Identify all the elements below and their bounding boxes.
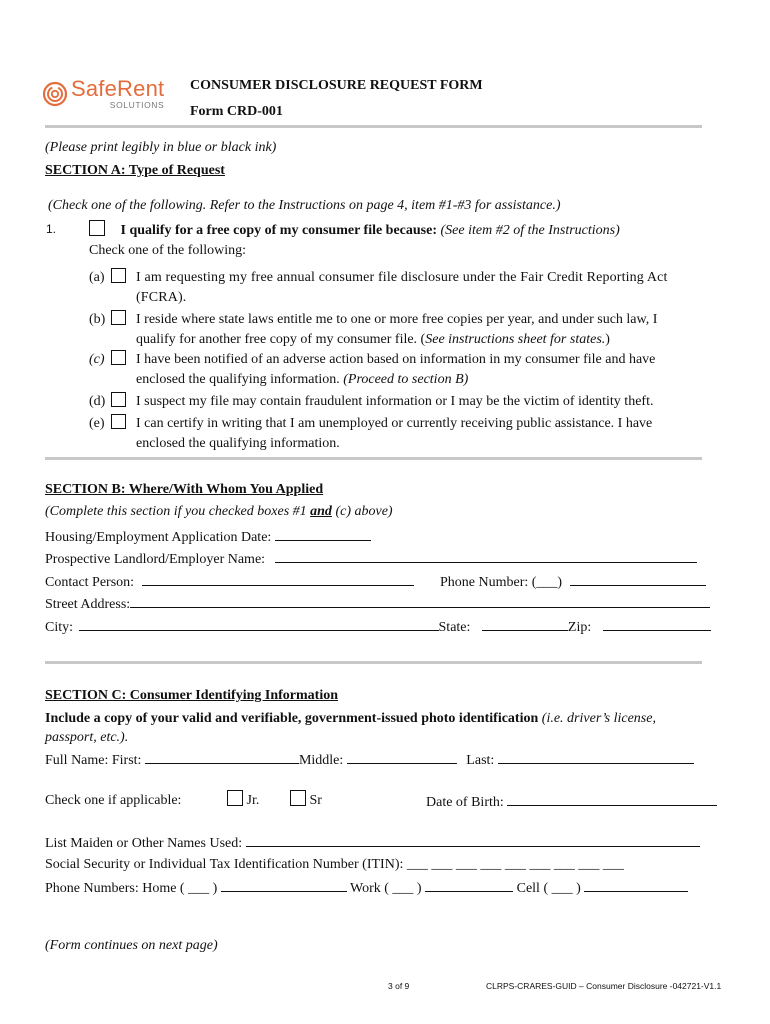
state-label: State: [438,620,471,635]
zip-label: Zip: [567,620,592,635]
home-phone-label: Phone Numbers: Home ( ___ ) [45,881,218,896]
option-e [89,414,653,451]
print-note: (Please print legibly in blue or black ink) [45,140,277,155]
first-name-label: Full Name: First: [45,753,142,768]
jr-checkbox[interactable] [227,790,243,806]
street-field[interactable] [130,595,710,608]
section-a-heading: SECTION A: Type of Request [45,163,225,178]
check-applicable-label: Check one if applicable: [45,793,182,808]
last-name-field[interactable] [498,751,694,764]
option-d-label: (d) [89,394,106,409]
dob-field[interactable] [507,793,717,806]
city-row [45,618,711,636]
option-b-text-2: qualify for another free copy of my consumer file. ( [136,332,426,347]
option-a-checkbox[interactable] [111,268,126,283]
option-b-text: I reside where state laws entitle me to one or more free copies per year, and under such law, I [136,312,658,327]
saferent-logo [42,78,164,110]
section-a-instruction: (Check one of the following. Refer to the Instructions on page 4, item #1-#3 for assistance.) [48,198,561,213]
full-name-row [45,751,694,769]
work-phone-field[interactable] [425,879,513,892]
document-id: CLRPS-CRARES-GUID – Consumer Disclosure -042721-V1.1 [486,981,722,991]
section-b-instruction [45,504,393,520]
maiden-label: List Maiden or Other Names Used: [45,836,243,851]
street-row [45,595,710,613]
option-b [89,310,658,347]
option-a-label: (a) [89,270,105,285]
phone-row [440,573,706,591]
landlord-label: Prospective Landlord/Employer Name: [45,552,266,567]
option-d [89,392,654,410]
phone-label: Phone Number: (___) [440,575,563,590]
ssn-field[interactable]: ___ ___ ___ ___ ___ ___ ___ ___ ___ [406,857,624,872]
jr-option [227,790,259,809]
application-date-label: Housing/Employment Application Date: [45,530,272,545]
option-a-text-2: (FCRA). [136,290,187,305]
phones-row [45,879,688,897]
option-d-checkbox[interactable] [111,392,126,407]
state-field[interactable] [482,618,568,631]
option-a-text: I am requesting my free annual consumer file disclosure under the Fair Credit Reporting Act [136,270,668,285]
city-field[interactable] [79,618,439,631]
home-phone-field[interactable] [221,879,347,892]
option-a [89,268,668,305]
middle-name-field[interactable] [347,751,457,764]
option-b-text-italic: See instructions sheet for states. [425,332,606,347]
option-e-text-2: enclosed the qualifying information. [136,436,340,451]
section-c-heading: SECTION C: Consumer Identifying Information [45,688,338,703]
city-label: City: [45,620,74,635]
first-name-field[interactable] [145,751,299,764]
dob-row [426,793,717,811]
id-instruction: Include a copy of your valid and verifiable, government-issued photo identification [45,711,539,726]
form-title: CONSUMER DISCLOSURE REQUEST FORM [190,78,483,93]
section-b-heading: SECTION B: Where/With Whom You Applied [45,482,324,497]
option-b-label: (b) [89,312,106,327]
jr-label: Jr. [246,793,260,808]
form-number: Form CRD-001 [190,104,283,119]
divider [45,457,702,460]
divider [45,125,702,128]
sr-label: Sr [309,793,322,808]
contact-row [45,573,414,591]
sr-checkbox[interactable] [290,790,306,806]
section-b-instruction-text: (Complete this section if you checked boxes #1 [45,504,311,519]
option-b-checkbox[interactable] [111,310,126,325]
dob-label: Date of Birth: [426,795,504,810]
page-number: 3 of 9 [388,981,410,991]
cell-phone-field[interactable] [584,879,688,892]
sr-option [290,790,322,809]
ssn-row [45,857,624,873]
landlord-field[interactable] [275,550,697,563]
phone-field[interactable] [570,573,706,586]
application-date-field[interactable] [275,528,371,541]
ssn-label: Social Security or Individual Tax Identification Number (ITIN): [45,857,404,872]
item-number: 1. [46,222,57,236]
option-e-checkbox[interactable] [111,414,126,429]
qualify-checkbox[interactable] [89,220,105,236]
option-c-text-italic: (Proceed to section B) [343,372,469,387]
option-e-text: I can certify in writing that I am unemployed or currently receiving public assistance. I have [136,416,653,431]
divider [45,661,702,664]
option-c [89,350,656,387]
id-note: (i.e. driver’s license, [541,711,656,726]
contact-field[interactable] [142,573,414,586]
item-1-row [89,220,620,239]
zip-field[interactable] [603,618,711,631]
contact-label: Contact Person: [45,575,135,590]
continues-note: (Form continues on next page) [45,938,218,953]
application-date-row [45,528,371,546]
maiden-field[interactable] [246,834,700,847]
last-name-label: Last: [466,753,495,768]
section-b-instruction-and: and [310,504,332,519]
check-one-label: Check one of the following: [89,243,247,258]
street-label: Street Address: [45,597,131,612]
option-b-text-end: ) [605,332,610,347]
cell-phone-label: Cell ( ___ ) [516,881,581,896]
option-c-text: I have been notified of an adverse action based on information in my consumer file and have [136,352,656,367]
option-c-checkbox[interactable] [111,350,126,365]
option-d-text: I suspect my file may contain fraudulent information or I may be the victim of identity theft. [136,394,654,409]
item-1-label: I qualify for a free copy of my consumer file because: [120,223,438,238]
option-c-text-2: enclosed the qualifying information. [136,372,344,387]
option-e-label: (e) [89,416,105,431]
work-phone-label: Work ( ___ ) [350,881,422,896]
middle-name-label: Middle: [298,753,344,768]
item-1-note: (See item #2 of the Instructions) [440,223,620,238]
id-instruction-row [45,711,656,727]
option-c-label: (c) [89,352,105,367]
section-b-instruction-end: (c) above) [331,504,393,519]
id-note-2: passport, etc.). [45,730,129,745]
logo-name: SafeRent [71,76,165,101]
saferent-logo-icon [42,81,68,107]
landlord-row [45,550,697,568]
logo-subtitle: SOLUTIONS [109,100,165,110]
maiden-row [45,834,700,852]
